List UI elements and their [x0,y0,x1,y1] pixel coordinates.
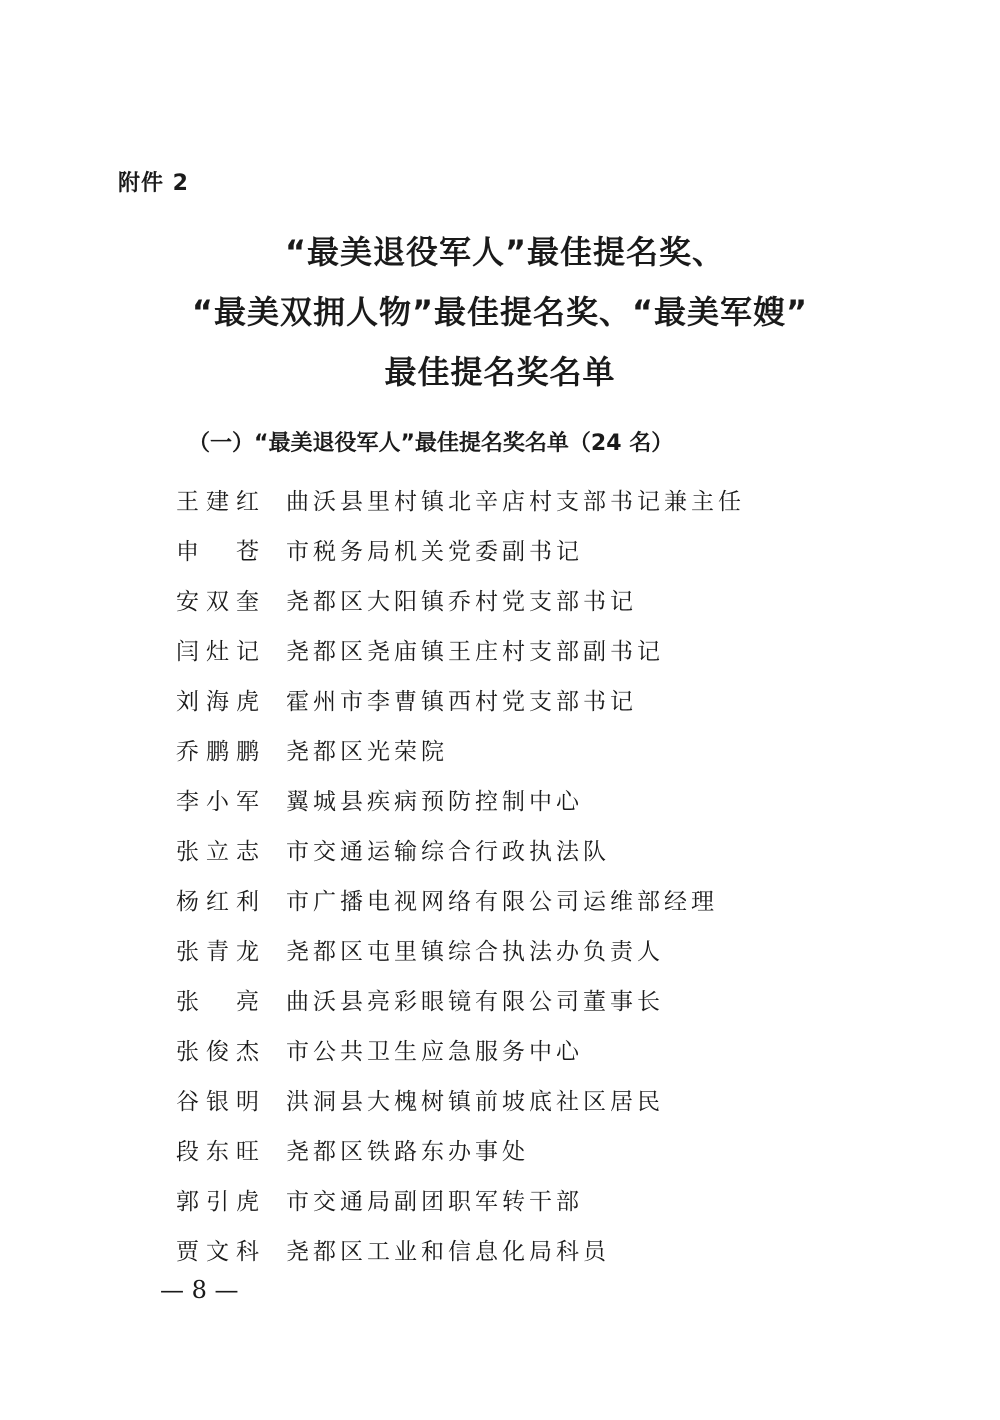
nominee-unit: 市税务局机关党委副书记 [286,538,583,565]
nominee-unit: 市公共卫生应急服务中心 [286,1038,583,1065]
list-item [176,1174,916,1224]
title-line-1: “最美退役军人”最佳提名奖、 [284,233,726,271]
nominee-name: 张亮 [176,988,260,1015]
list-item [176,824,916,874]
list-item [176,674,916,724]
attachment-label: 附件 2 [118,171,189,196]
list-item [176,924,916,974]
list-item [176,1024,916,1074]
nominee-unit: 尧都区光荣院 [286,738,448,765]
nominee-name: 杨红利 [176,888,260,915]
nominee-unit: 曲沃县里村镇北辛店村支部书记兼主任 [286,488,745,515]
list-item [176,874,916,924]
nominee-unit: 曲沃县亮彩眼镜有限公司董事长 [286,988,664,1015]
document-title [0,222,1000,402]
nominee-name: 李小军 [176,788,260,815]
nominee-name: 王建红 [176,488,260,515]
nominee-unit: 尧都区尧庙镇王庄村支部副书记 [286,638,664,665]
list-item [176,1124,916,1174]
list-item [176,624,916,674]
section-heading: （一）“最美退役军人”最佳提名奖名单（24 名） [188,431,674,456]
nominee-name: 张俊杰 [176,1038,260,1065]
nominee-unit: 尧都区屯里镇综合执法办负责人 [286,938,664,965]
list-item [176,774,916,824]
title-line-2: “最美双拥人物”最佳提名奖、“最美军嫂” [191,293,809,331]
list-item [176,974,916,1024]
nominee-name: 申苍 [176,538,260,565]
nominee-name: 安双奎 [176,588,260,615]
nominee-name: 张立志 [176,838,260,865]
nominee-unit: 尧都区铁路东办事处 [286,1138,529,1165]
page-number: — 8 — [160,1276,239,1304]
list-item [176,1074,916,1124]
nominee-name: 谷银明 [176,1088,260,1115]
nominee-name: 乔鹏鹏 [176,738,260,765]
nominee-unit: 洪洞县大槐树镇前坡底社区居民 [286,1088,664,1115]
list-item [176,1224,916,1274]
nominee-unit: 市交通局副团职军转干部 [286,1188,583,1215]
list-item [176,524,916,574]
nominee-name: 闫灶记 [176,638,260,665]
nominee-name: 贾文科 [176,1238,260,1265]
title-line-3: 最佳提名奖名单 [384,353,616,391]
list-item [176,724,916,774]
nominee-name: 刘海虎 [176,688,260,715]
list-item [176,474,916,524]
nominee-name: 段东旺 [176,1138,260,1165]
list-item [176,574,916,624]
nominee-name: 张青龙 [176,938,260,965]
nominee-unit: 市交通运输综合行政执法队 [286,838,610,865]
nominee-unit: 翼城县疾病预防控制中心 [286,788,583,815]
nominee-unit: 尧都区大阳镇乔村党支部书记 [286,588,637,615]
nominee-name: 郭引虎 [176,1188,260,1215]
nominee-unit: 尧都区工业和信息化局科员 [286,1238,610,1265]
nominee-list [176,474,916,1274]
nominee-unit: 霍州市李曹镇西村党支部书记 [286,688,637,715]
nominee-unit: 市广播电视网络有限公司运维部经理 [286,888,718,915]
